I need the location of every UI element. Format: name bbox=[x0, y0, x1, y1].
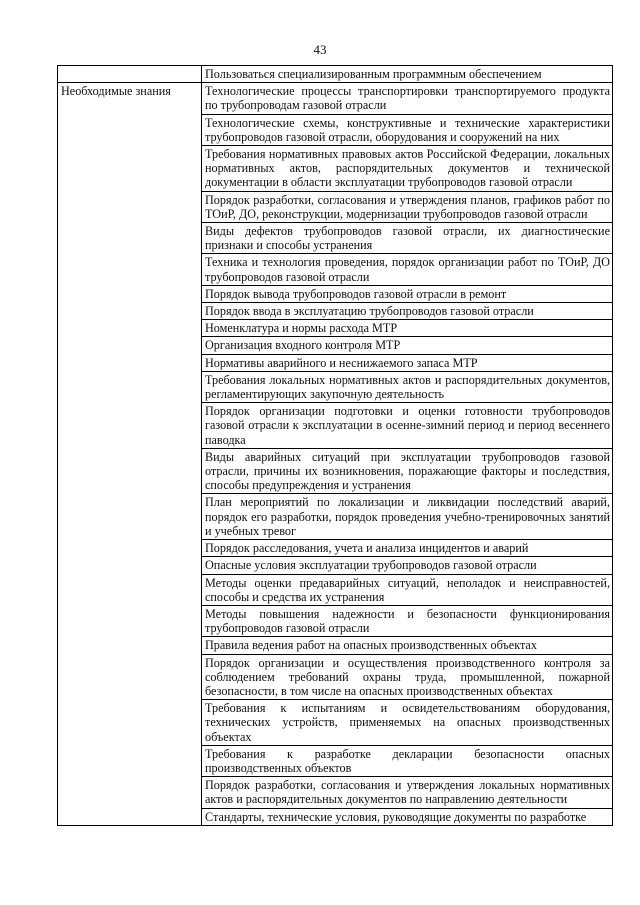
table-cell: Правила ведения работ на опасных производственных объектах bbox=[202, 637, 613, 654]
table-cell: Требования нормативных правовых актов Российской Федерации, локальных нормативных актов, распорядительных документов и технической документации в области эксплуатации трубопроводов газовой отрасли bbox=[202, 146, 613, 192]
knowledge-table bbox=[57, 65, 613, 826]
table-cell: Стандарты, технические условия, руководящие документы по разработке bbox=[202, 808, 613, 825]
table-cell: Требования к разработке декларации безопасности опасных производственных объектов bbox=[202, 745, 613, 776]
table-cell: Порядок разработки, согласования и утверждения локальных нормативных актов и распорядительных документов по направлению деятельности bbox=[202, 777, 613, 808]
table-row bbox=[58, 66, 613, 83]
table-cell: Виды аварийных ситуаций при эксплуатации трубопроводов газовой отрасли, причины их возникновения, поражающие факторы и последствия, способы предупреждения и устранения bbox=[202, 448, 613, 494]
table-cell: Методы повышения надежности и безопасности функционирования трубопроводов газовой отрасли bbox=[202, 605, 613, 636]
table-row bbox=[58, 83, 613, 114]
table-cell: Порядок вывода трубопроводов газовой отрасли в ремонт bbox=[202, 285, 613, 302]
table-cell: Организация входного контроля МТР bbox=[202, 337, 613, 354]
table-cell: Порядок организации и осуществления производственного контроля за соблюдением требований охраны труда, промышленной, пожарной безопасности, в том числе на опасных производственных объектах bbox=[202, 654, 613, 700]
table-cell: Пользоваться специализированным программным обеспечением bbox=[202, 66, 613, 83]
section-label: Необходимые знания bbox=[58, 83, 202, 826]
table-cell: Порядок ввода в эксплуатацию трубопроводов газовой отрасли bbox=[202, 303, 613, 320]
page-number: 43 bbox=[313, 42, 327, 57]
table-cell: Требования локальных нормативных актов и распорядительных документов, регламентирующих закупочную деятельность bbox=[202, 371, 613, 402]
table-cell: Виды дефектов трубопроводов газовой отрасли, их диагностические признаки и способы устранения bbox=[202, 223, 613, 254]
table-cell: Опасные условия эксплуатации трубопроводов газовой отрасли bbox=[202, 557, 613, 574]
table-cell: Порядок разработки, согласования и утверждения планов, графиков работ по ТОиР, ДО, реконструкции, модернизации трубопроводов газовой отрасли bbox=[202, 191, 613, 222]
table-cell: Методы оценки предаварийных ситуаций, неполадок и неисправностей, способы и средства их устранения bbox=[202, 574, 613, 605]
table-cell: Нормативы аварийного и неснижаемого запаса МТР bbox=[202, 354, 613, 371]
table-cell: Технологические схемы, конструктивные и технические характеристики трубопроводов газовой отрасли, оборудования и сооружений на них bbox=[202, 114, 613, 145]
table-cell: Порядок расследования, учета и анализа инцидентов и аварий bbox=[202, 540, 613, 557]
table-cell: Требования к испытаниям и освидетельствованиям оборудования, технических устройств, применяемых на опасных производственных объектах bbox=[202, 700, 613, 746]
table-cell: Технологические процессы транспортировки транспортируемого продукта по трубопроводам газовой отрасли bbox=[202, 83, 613, 114]
table-cell: Порядок организации подготовки и оценки готовности трубопроводов газовой отрасли к эксплуатации в осенне-зимний период и период весеннего паводка bbox=[202, 403, 613, 449]
table-cell: Техника и технология проведения, порядок организации работ по ТОиР, ДО трубопроводов газовой отрасли bbox=[202, 254, 613, 285]
table-cell: План мероприятий по локализации и ликвидации последствий аварий, порядок его разработки, порядок проведения учебно-тренировочных занятий и учебных тревог bbox=[202, 494, 613, 540]
table-cell: Номенклатура и нормы расхода МТР bbox=[202, 320, 613, 337]
empty-label-cell bbox=[58, 66, 202, 83]
